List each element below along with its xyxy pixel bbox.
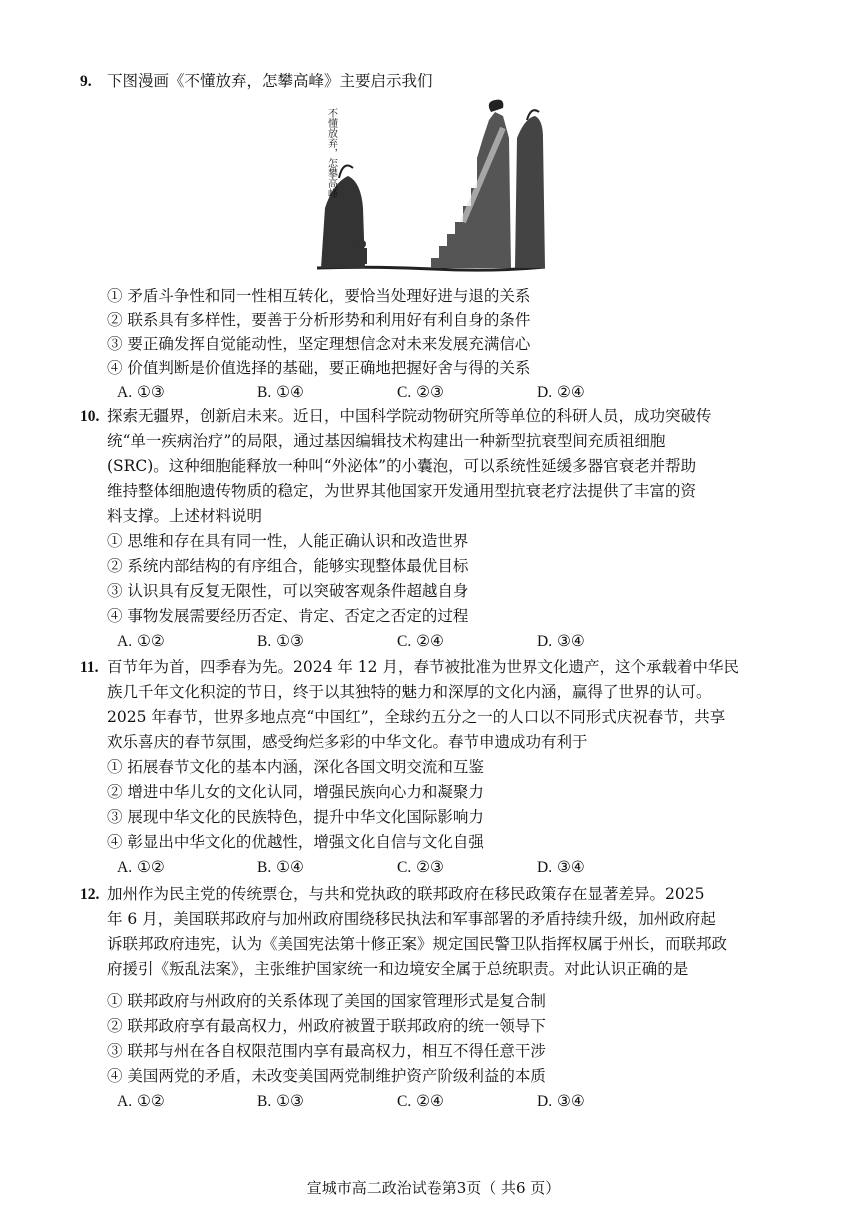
- q11-stem-line: 11. 百节年为首，四季春为先。2024 年 12 月，春节被批准为世界文化遗产，这个承载着中华民: [80, 656, 739, 679]
- q12-option-2: ② 联邦政府享有最高权力，州政府被置于联邦政府的统一领导下: [107, 1017, 546, 1035]
- q12-choices: [117, 1090, 677, 1113]
- q11-option-2: ② 增进中华儿女的文化认同，增强民族向心力和凝聚力: [107, 783, 484, 801]
- q10-option-4: ④ 事物发展需要经历否定、肯定、否定之否定的过程: [107, 607, 469, 625]
- q11-stem-line: 族几千年文化积淀的节日，终于以其独特的魅力和深厚的文化内涵，赢得了世界的认可。: [107, 683, 712, 701]
- q12-stem-line: 年 6 月，美国联邦政府与加州政府围绕移民执法和军事部署的矛盾持续升级，加州政府起: [107, 910, 716, 928]
- q9-stem: [80, 70, 433, 93]
- q11-choices: [117, 856, 677, 879]
- q11-option-4: ④ 彰显出中华文化的优越性，增强文化自信与文化自强: [107, 833, 484, 851]
- q12-choice-b[interactable]: B. ①③: [257, 1092, 304, 1110]
- q10-option-1: ① 思维和存在具有同一性，人能正确认识和改造世界: [107, 532, 469, 550]
- q10-stem-line: 料支撑。上述材料说明: [107, 507, 263, 525]
- q9-option-1: ① 矛盾斗争性和同一性相互转化，要恰当处理好进与退的关系: [107, 287, 531, 305]
- q9-choice-b[interactable]: B. ①④: [257, 383, 304, 401]
- q9-option-4: ④ 价值判断是价值选择的基础，要正确地把握好舍与得的关系: [107, 359, 531, 377]
- q12-option-3: ③ 联邦与州在各自权限范围内享有最高权力，相互不得任意干涉: [107, 1042, 546, 1060]
- q9-choice-d[interactable]: D. ②④: [537, 383, 585, 401]
- q10-choice-c[interactable]: C. ②④: [397, 632, 444, 650]
- q10-choice-b[interactable]: B. ①③: [257, 632, 304, 650]
- q11-choice-d[interactable]: D. ③④: [537, 858, 585, 876]
- page-footer: 宣城市高二政治试卷第3页（ 共6 页）: [306, 1179, 561, 1197]
- q12-choice-c[interactable]: C. ②④: [397, 1092, 444, 1110]
- q11-stem-line: 2025 年春节，世界多地点亮“中国红”，全球约五分之一的人口以不同形式庆祝春节，共享: [107, 708, 726, 726]
- q10-choice-a[interactable]: A. ①②: [117, 632, 165, 650]
- q10-stem-line: 统“单一疾病治疗”的局限，通过基因编辑技术构建出一种新型抗衰型间充质祖细胞: [107, 432, 666, 450]
- q12-option-4: ④ 美国两党的矛盾，未改变美国两党制维护资产阶级利益的本质: [107, 1067, 546, 1085]
- q11-number: 11.: [80, 659, 99, 676]
- q11-choice-b[interactable]: B. ①④: [257, 858, 304, 876]
- q11-stem-line: 欢乐喜庆的春节氛围，感受绚烂多彩的中华文化。春节申遗成功有利于: [107, 733, 588, 751]
- q9-stem-text: 下图漫画《不懂放弃，怎攀高峰》主要启示我们: [107, 72, 433, 90]
- q9-choices: [117, 381, 677, 404]
- q11-option-1: ① 拓展春节文化的基本内涵，深化各国文明交流和互鉴: [107, 758, 484, 776]
- q10-stem-line: 维持整体细胞遗传物质的稳定，为世界其他国家开发通用型抗衰老疗法提供了丰富的资: [107, 482, 697, 500]
- q12-choice-d[interactable]: D. ③④: [537, 1092, 585, 1110]
- q9-choice-a[interactable]: A. ①③: [117, 383, 165, 401]
- q10-choice-d[interactable]: D. ③④: [537, 632, 585, 650]
- q10-stem-line: (SRC)。这种细胞能释放一种叫“外泌体”的小囊泡，可以系统性延缓多器官衰老并帮助: [107, 457, 697, 475]
- q10-option-3: ③ 认识具有反复无限性，可以突破客观条件超越自身: [107, 582, 469, 600]
- q12-stem-line: 诉联邦政府违宪，认为《美国宪法第十修正案》规定国民警卫队指挥权属于州长，而联邦政: [107, 935, 728, 953]
- q11-option-3: ③ 展现中华文化的民族特色，提升中华文化国际影响力: [107, 808, 484, 826]
- q11-choice-c[interactable]: C. ②③: [397, 858, 444, 876]
- q9-option-2: ② 联系具有多样性，要善于分析形势和利用好有利自身的条件: [107, 311, 531, 329]
- comic-illustration: [313, 98, 549, 274]
- q12-number: 12.: [80, 886, 100, 903]
- figure-icon: [357, 248, 367, 264]
- q10-choices: [117, 630, 677, 653]
- q10-number: 10.: [80, 408, 100, 425]
- q9-number: 9.: [80, 73, 92, 90]
- q9-choice-c[interactable]: C. ②③: [397, 383, 444, 401]
- q12-stem-line: 府援引《叛乱法案》，主张维护国家统一和边境安全属于总统职责。对此认识正确的是: [107, 960, 689, 978]
- comic-caption: 不懂放弃，怎攀高峰: [325, 108, 337, 198]
- q11-choice-a[interactable]: A. ①②: [117, 858, 165, 876]
- q10-option-2: ② 系统内部结构的有序组合，能够实现整体最优目标: [107, 557, 469, 575]
- q12-stem-line: 12. 加州作为民主党的传统票仓，与共和党执政的联邦政府在移民政策存在显著差异。2025: [80, 883, 704, 906]
- q9-option-3: ③ 要正确发挥自觉能动性，坚定理想信念对未来发展充满信心: [107, 335, 531, 353]
- q12-option-1: ① 联邦政府与州政府的关系体现了美国的国家管理形式是复合制: [107, 992, 546, 1010]
- q12-choice-a[interactable]: A. ①②: [117, 1092, 165, 1110]
- q10-stem-line: 10. 探索无疆界，创新启未来。近日，中国科学院动物研究所等单位的科研人员，成功突破传: [80, 405, 712, 428]
